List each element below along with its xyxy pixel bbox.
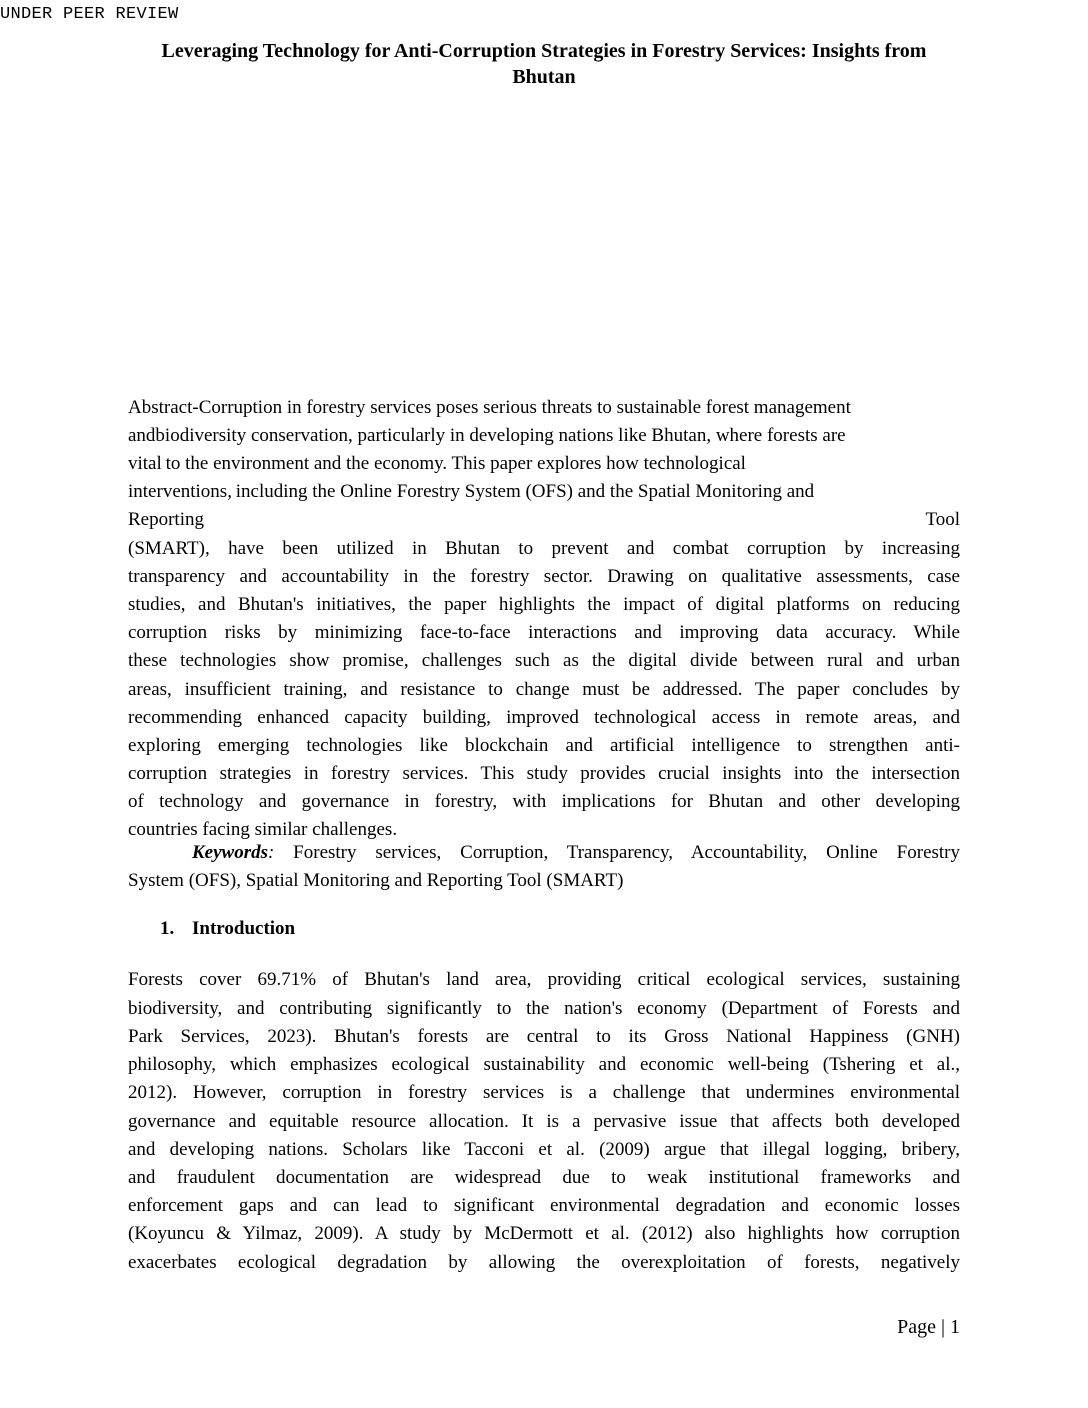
- abstract-line: recommending enhanced capacity building, improved technological access in remote areas, and: [128, 707, 960, 728]
- abstract-line: transparency and accountability in the forestry sector. Drawing on qualitative assessments, case: [128, 566, 960, 587]
- abstract-line: countries facing similar challenges.: [128, 819, 398, 840]
- paper-title-line-2: Bhutan: [512, 66, 576, 88]
- intro-line: exacerbates ecological degradation by allowing the overexploitation of forests, negatively: [128, 1252, 960, 1273]
- section-number: 1.: [160, 918, 175, 939]
- keywords-label: Keywords: [192, 842, 268, 863]
- abstract-line: vital to the environment and the economy. This paper explores how technological: [128, 453, 746, 474]
- intro-line: Forests cover 69.71% of Bhutan's land area, providing critical ecological services, sustaining: [128, 969, 960, 990]
- keywords-line-1: [192, 839, 960, 867]
- abstract-line: [128, 506, 960, 534]
- intro-line: 2012). However, corruption in forestry services is a challenge that undermines environmental: [128, 1082, 960, 1103]
- keywords-text-1: Forestry services, Corruption, Transparency, Accountability, Online Forestry: [274, 842, 960, 863]
- paper-title: [110, 38, 978, 90]
- intro-line: and fraudulent documentation are widespread due to weak institutional frameworks and: [128, 1167, 960, 1188]
- intro-line: enforcement gaps and can lead to significant environmental degradation and economic losses: [128, 1195, 960, 1216]
- intro-line: philosophy, which emphasizes ecological sustainability and economic well-being (Tshering et al.,: [128, 1054, 960, 1075]
- section-heading-introduction: [160, 918, 295, 940]
- abstract-line: of technology and governance in forestry, with implications for Bhutan and other developing: [128, 791, 960, 812]
- intro-line: (Koyuncu & Yilmaz, 2009). A study by McDermott et al. (2012) also highlights how corruption: [128, 1223, 960, 1244]
- keywords-line-2: System (OFS), Spatial Monitoring and Reporting Tool (SMART): [128, 870, 624, 891]
- abstract-line: these technologies show promise, challenges such as the digital divide between rural and urban: [128, 650, 960, 671]
- abstract-line: studies, and Bhutan's initiatives, the paper highlights the impact of digital platforms on reducing: [128, 594, 960, 615]
- abstract-line: exploring emerging technologies like blockchain and artificial intelligence to strengthen anti-: [128, 735, 960, 756]
- page-number: Page | 1: [897, 1316, 960, 1338]
- abstract-word-tool: Tool: [925, 509, 960, 530]
- abstract-line: areas, insufficient training, and resistance to change must be addressed. The paper concludes by: [128, 679, 960, 700]
- peer-review-watermark: UNDER PEER REVIEW: [0, 5, 179, 24]
- keywords-colon: :: [268, 842, 275, 863]
- abstract-word-reporting: Reporting: [128, 509, 204, 530]
- abstract-line: andbiodiversity conservation, particularly in developing nations like Bhutan, where forests are: [128, 425, 846, 446]
- intro-line: Park Services, 2023). Bhutan's forests are central to its Gross National Happiness (GNH): [128, 1026, 960, 1047]
- abstract-line: (SMART), have been utilized in Bhutan to prevent and combat corruption by increasing: [128, 538, 960, 559]
- abstract-line: Abstract-Corruption in forestry services poses serious threats to sustainable forest management: [128, 397, 851, 418]
- intro-line: biodiversity, and contributing significantly to the nation's economy (Department of Forests and: [128, 998, 960, 1019]
- abstract-line: interventions, including the Online Forestry System (OFS) and the Spatial Monitoring and: [128, 481, 815, 502]
- abstract-line: corruption risks by minimizing face-to-face interactions and improving data accuracy. While: [128, 622, 960, 643]
- intro-line: governance and equitable resource allocation. It is a pervasive issue that affects both developed: [128, 1111, 960, 1132]
- intro-line: and developing nations. Scholars like Tacconi et al. (2009) argue that illegal logging, bribery,: [128, 1139, 960, 1160]
- section-title: Introduction: [192, 918, 296, 939]
- abstract-line: corruption strategies in forestry services. This study provides crucial insights into the intersection: [128, 763, 960, 784]
- paper-title-line-1: Leveraging Technology for Anti-Corruption Strategies in Forestry Services: Insights from: [161, 40, 927, 62]
